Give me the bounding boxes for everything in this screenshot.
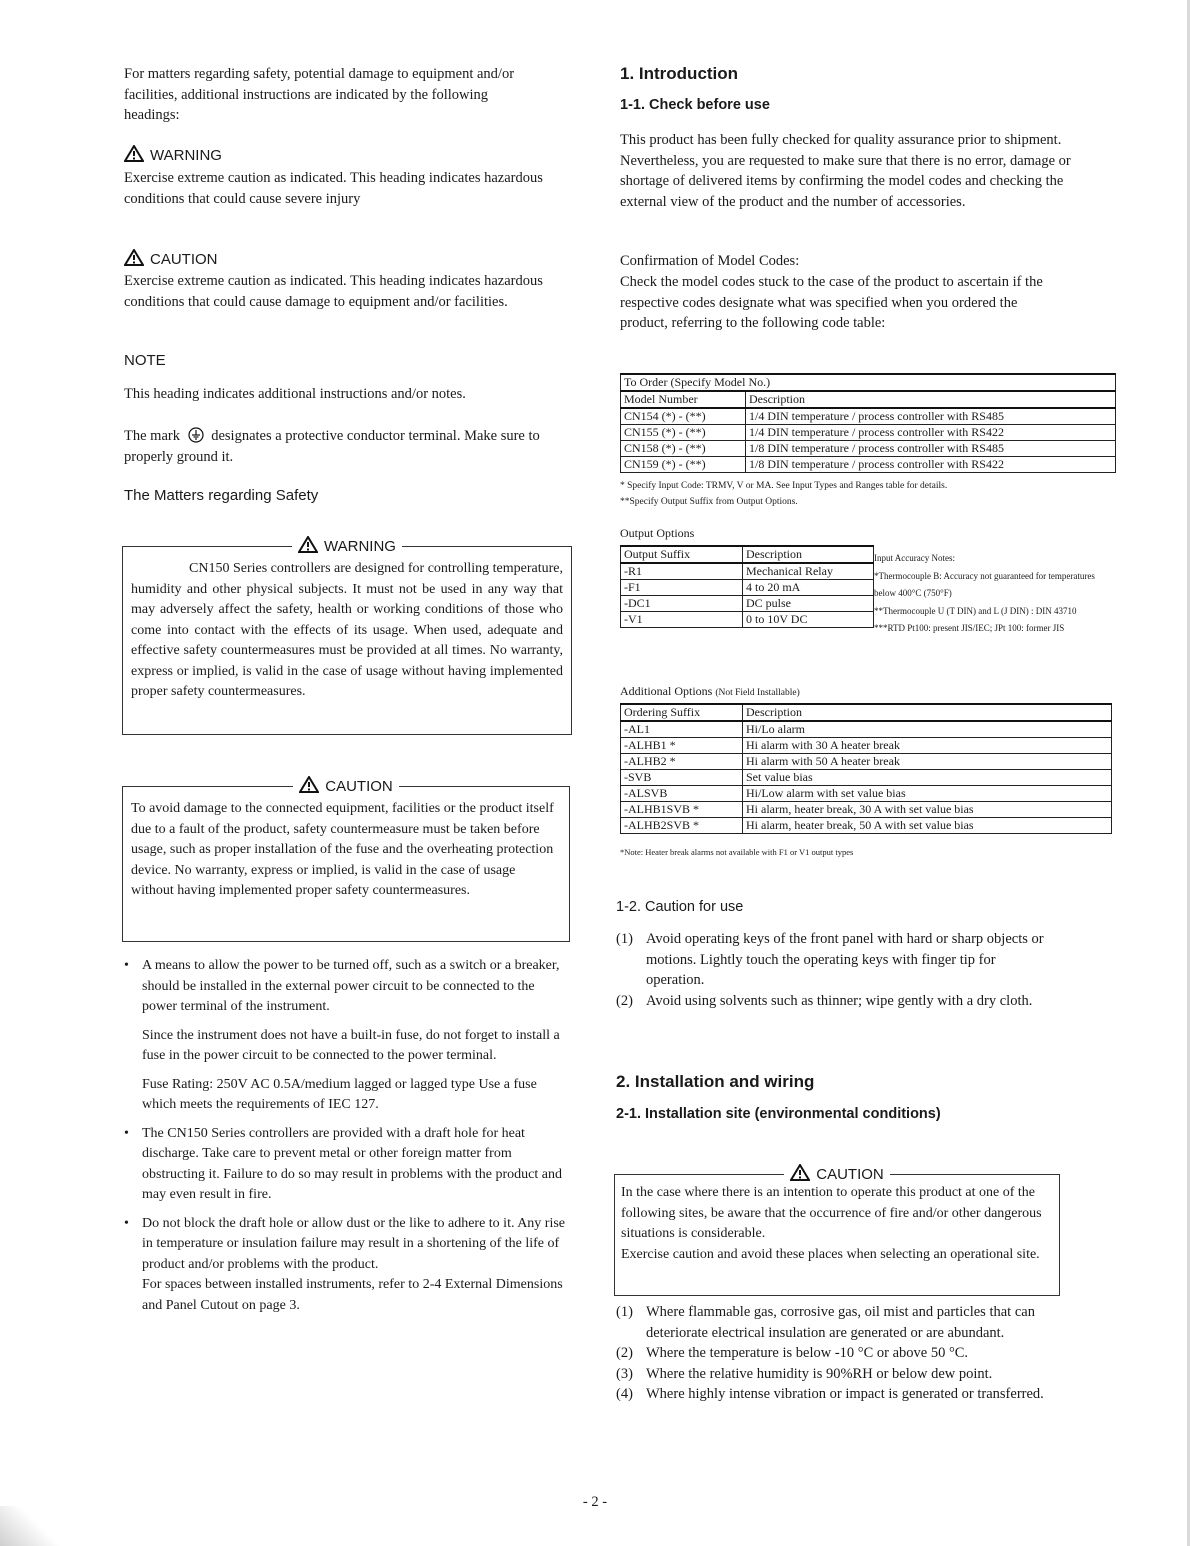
additional-options-note: *Note: Heater break alarms not available with F1 or V1 output types [620, 847, 854, 857]
caution-triangle-icon [299, 776, 319, 793]
additional-options-title: Additional Options (Not Field Installable) [620, 684, 800, 698]
intro-paragraph: For matters regarding safety, potential damage to equipment and/or facilities, additional instructions are indicated by the following headings: [124, 66, 515, 123]
table-row: CN159 (*) - (**) 1/8 DIN temperature / process controller with RS422 [621, 457, 1116, 473]
caution-box [122, 778, 570, 942]
table-row: -R1 Mechanical Relay [621, 563, 874, 580]
output-options-title: Output Options [620, 526, 695, 540]
list-item: (2) Where the temperature is below -10 °C or above 50 °C. [616, 1345, 969, 1361]
table-row: -DC1 DC pulse [621, 596, 874, 612]
subsection-title-caution-use: 1-2. Caution for use [616, 899, 744, 915]
table-row: -ALHB1SVB * Hi alarm, heater break, 30 A with set value bias [621, 802, 1112, 818]
list-item: • The CN150 Series controllers are provided with a draft hole for heat discharge. Take care to prevent metal or other foreign matter from obstructing it. Failure to do so may result in problems with the product and may even result in fire. [124, 1124, 570, 1206]
table-row: -ALSVB Hi/Low alarm with set value bias [621, 786, 1112, 802]
table-row: -V1 0 to 10V DC [621, 612, 874, 628]
site-caution-text: In the case where there is an intention to operate this product at one of the following sites, be aware that the occurrence of fire and/or other dangerous situations is considerable. [621, 1185, 1042, 1241]
list-item: (3) Where the relative humidity is 90%RH or below dew point. [616, 1365, 993, 1382]
site-caution-box-title: CAUTION [615, 1164, 1059, 1185]
warning-box-text: CN150 Series controllers are designed for controlling temperature, humidity and other physical subjects. It must not be used in any way that may adversely affect the safety, health or working conditions of those who come into contact with the effects of its usage. When used, adequate and effective safety countermeasures must be provided at all times. No warranty, express or implied, is valid in the case of usage without having implemented proper safety countermeasures. [131, 561, 563, 699]
warning-triangle-icon [298, 536, 318, 553]
page-corner-shadow [0, 1506, 60, 1546]
caution-use-list [616, 929, 1056, 1011]
warning-label: WARNING [150, 147, 222, 164]
additional-options-table [620, 703, 1112, 834]
note-heading: NOTE [124, 352, 166, 369]
table-header: Output Suffix [621, 546, 743, 563]
output-options-table [620, 545, 874, 628]
caution-text: Exercise extreme caution as indicated. This heading indicates hazardous conditions that could cause damage to equipment and/or facilities. [124, 273, 543, 310]
table-header: Ordering Suffix [621, 704, 743, 721]
order-table [620, 373, 1116, 473]
section-title-introduction: 1. Introduction [620, 64, 739, 83]
list-item: (2) Avoid using solvents such as thinner; wipe gently with a dry cloth. [616, 992, 1033, 1009]
table-row: CN155 (*) - (**) 1/4 DIN temperature / process controller with RS422 [621, 425, 1116, 441]
table-header: Description [743, 704, 1112, 721]
protective-ground-icon [188, 427, 204, 443]
order-note-2: **Specify Output Suffix from Output Options. [620, 497, 798, 507]
list-item: • A means to allow the power to be turned off, such as a switch or a breaker, should be installed in the external power circuit to be connected to the power terminal of the instrument. Since the instrument does not have a built-in fuse, do not forget to install a fuse in the power circuit to be connected to the power terminal. Fuse Rating: 250V AC 0.5A/medium lagged or lagged type Use a fuse which meets the requirements of IEC 127. [124, 956, 570, 1116]
warning-text: Exercise extreme caution as indicated. This heading indicates hazardous conditions that could cause severe injury [124, 170, 543, 207]
caution-box-text: To avoid damage to the connected equipment, facilities or the product itself due to a fault of the product, safety countermeasure must be taken before usage, such as proper installation of the fuse and the overheating protection device. No warranty, express or implied, is valid in the case of usage without having implemented proper safety countermeasures. [131, 801, 554, 898]
table-row: CN158 (*) - (**) 1/8 DIN temperature / process controller with RS485 [621, 441, 1116, 457]
page-number: - 2 - [582, 1494, 608, 1510]
caution-box-title: CAUTION [123, 776, 569, 797]
input-accuracy-notes: Input Accuracy Notes: *Thermocouple B: Accuracy not guaranteed for temperatures below 400°C (750°F) **Thermocouple U (T DIN) and L (J DIN) : DIN 43710 ***RTD Pt100: present JIS/IEC; JPt 100: former JIS [874, 553, 1095, 633]
check-paragraph: This product has been fully checked for quality assurance prior to shipment. Nevertheless, you are requested to make sure that there is no error, damage or shortage of delivered items by confirming the model codes and checking the external view of the product and the number of accessories. [620, 132, 1071, 210]
warning-box-title: WARNING [123, 536, 571, 557]
table-header: Model Number [621, 391, 746, 408]
table-row: -ALHB1 * Hi alarm with 30 A heater break [621, 738, 1112, 754]
site-caution-box [614, 1166, 1060, 1296]
table-row: CN154 (*) - (**) 1/4 DIN temperature / process controller with RS485 [621, 408, 1116, 425]
table-row: -AL1 Hi/Lo alarm [621, 721, 1112, 738]
site-caution-text-2: Exercise caution and avoid these places when selecting an operational site. [621, 1246, 1040, 1262]
order-note-1: * Specify Input Code: TRMV, V or MA. See Input Types and Ranges table for details. [620, 481, 948, 491]
table-header: Description [746, 391, 1116, 408]
list-item: • Do not block the draft hole or allow dust or the like to adhere to it. Any rise in temperature or insulation failure may result in a shortening of the life of product and/or problems with the product. For spaces between installed instruments, refer to 2-4 External Dimensions and Panel Cutout on page 3. [124, 1214, 570, 1317]
safety-heading: The Matters regarding Safety [124, 487, 319, 504]
caution-label: CAUTION [150, 251, 218, 268]
subsection-title-site: 2-1. Installation site (environmental conditions) [616, 1106, 941, 1122]
table-header: Description [743, 546, 874, 563]
warning-heading [124, 145, 222, 164]
table-row: -ALHB2SVB * Hi alarm, heater break, 50 A with set value bias [621, 818, 1112, 834]
caution-heading [124, 249, 218, 268]
site-list [616, 1302, 1056, 1405]
list-item: (4) Where highly intense vibration or impact is generated or transferred. [616, 1386, 1044, 1402]
note-text: This heading indicates additional instructions and/or notes. [124, 386, 466, 402]
table-row: -SVB Set value bias [621, 770, 1112, 786]
safety-bullet-list [124, 956, 570, 1316]
list-item: (1) Where flammable gas, corrosive gas, oil mist and particles that can deteriorate electrical insulation are generated or are abundant. [616, 1304, 1035, 1341]
warning-box [122, 538, 572, 735]
table-row: -ALHB2 * Hi alarm with 50 A heater break [621, 754, 1112, 770]
section-title-installation: 2. Installation and wiring [616, 1072, 815, 1091]
caution-triangle-icon [124, 249, 144, 266]
subsection-title-check: 1-1. Check before use [620, 97, 770, 113]
warning-triangle-icon [124, 145, 144, 162]
order-table-caption: To Order (Specify Model No.) [621, 374, 1116, 391]
ground-mark-paragraph: The mark designates a protective conductor terminal. Make sure to properly ground it. [124, 428, 540, 465]
confirm-title: Confirmation of Model Codes: [620, 253, 800, 269]
list-item: (1) Avoid operating keys of the front panel with hard or sharp objects or motions. Lightly touch the operating keys with finger tip for operation. [616, 931, 1044, 988]
table-row: -F1 4 to 20 mA [621, 580, 874, 596]
confirm-paragraph: Check the model codes stuck to the case of the product to ascertain if the respective codes designate what was specified when you ordered the product, referring to the following code table: [620, 274, 1043, 331]
caution-triangle-icon [790, 1164, 810, 1181]
